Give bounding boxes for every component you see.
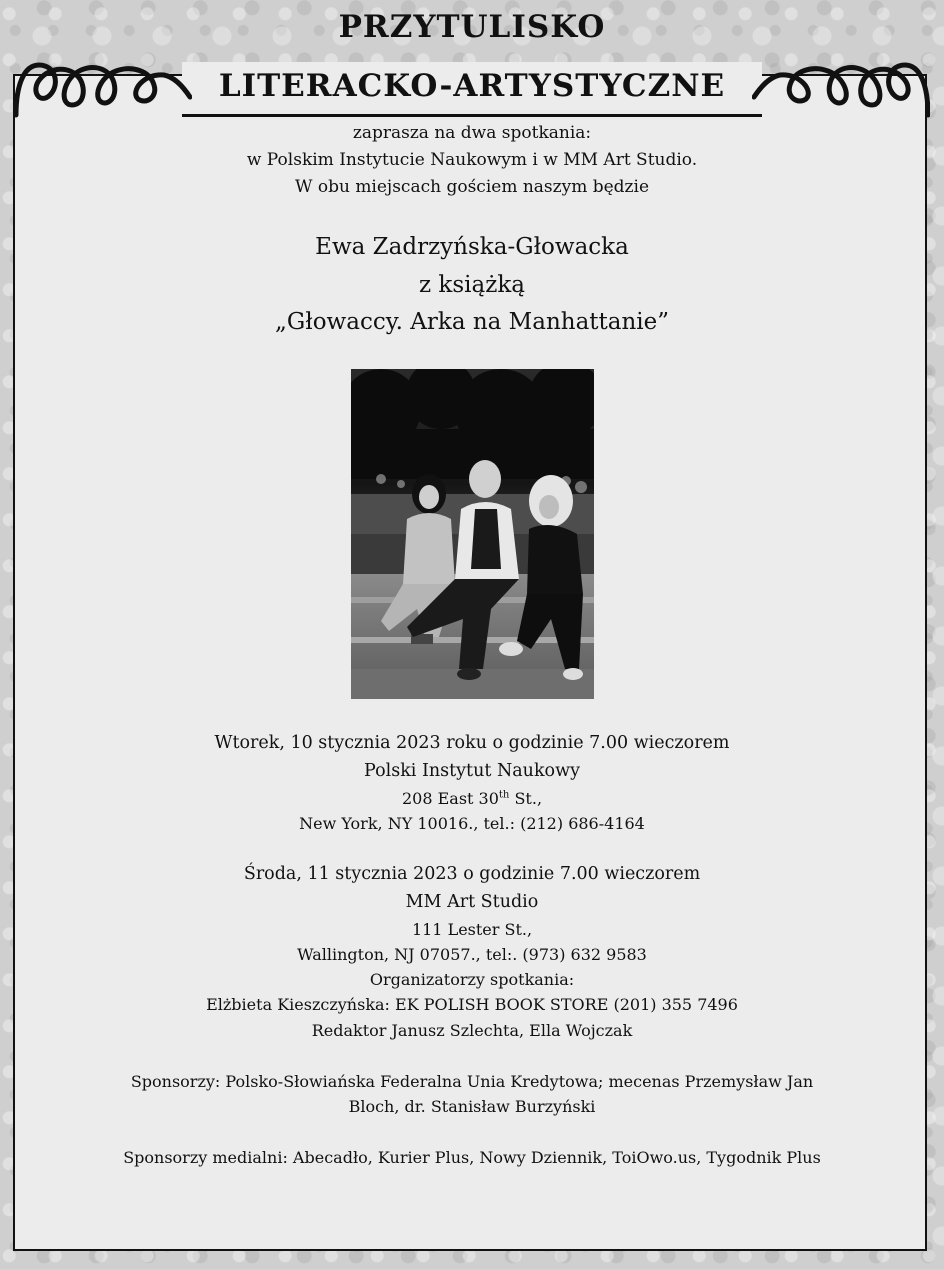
- scroll-ornament-right-icon: [752, 55, 930, 123]
- group-photo: [351, 369, 594, 699]
- book-title: „Głowaccy. Arka na Manhattanie”: [274, 309, 670, 335]
- sponsors-line-1: Sponsorzy: Polsko-Słowiańska Federalna Unia Kredytowa; mecenas Przemysław Jan: [130, 1072, 814, 1091]
- event1-venue: Polski Instytut Naukowy: [364, 761, 580, 781]
- header-title-line2: LITERACKO-ARTYSTYCZNE: [218, 68, 726, 104]
- guest-name: Ewa Zadrzyńska-Głowacka: [315, 234, 629, 260]
- organizers-line-2: Redaktor Janusz Szlechta, Ella Wojczak: [311, 1021, 633, 1040]
- sponsors-line-2: Bloch, dr. Stanisław Burzyński: [348, 1097, 596, 1116]
- intro-line-1: zaprasza na dwa spotkania:: [352, 123, 592, 143]
- event2-street: 111 Lester St.,: [411, 920, 533, 939]
- event1-street-suffix: th: [498, 789, 510, 801]
- intro-line-3: W obu miejscach gościem naszym będzie: [294, 177, 650, 197]
- event1-street-rest: St.,: [509, 789, 543, 808]
- event2-city-phone: Wallington, NJ 07057., tel:. (973) 632 9583: [297, 945, 647, 964]
- media-sponsors: Sponsorzy medialni: Abecadło, Kurier Plus, Nowy Dziennik, ToiOwo.us, Tygodnik Plus: [123, 1148, 821, 1167]
- organizers-heading: Organizatorzy spotkania:: [369, 970, 575, 989]
- organizers-line-1: Elżbieta Kieszczyńska: EK POLISH BOOK STORE (201) 355 7496: [206, 995, 738, 1014]
- event1-street-number: 208 East 30: [401, 789, 499, 808]
- event1-city-phone: New York, NY 10016., tel.: (212) 686-4164: [299, 814, 645, 833]
- guest-with-book: z książką: [418, 272, 525, 298]
- event1-datetime: Wtorek, 10 stycznia 2023 roku o godzinie 7.00 wieczorem: [214, 733, 730, 753]
- header-title-line1: PRZYTULISKO: [338, 9, 606, 45]
- intro-line-2: w Polskim Instytucie Naukowym i w MM Art Studio.: [246, 150, 698, 170]
- event2-datetime: Środa, 11 stycznia 2023 o godzinie 7.00 wieczorem: [243, 864, 701, 884]
- event1-street: [0, 789, 944, 808]
- scroll-ornament-left-icon: [14, 55, 192, 123]
- event2-venue: MM Art Studio: [405, 892, 539, 912]
